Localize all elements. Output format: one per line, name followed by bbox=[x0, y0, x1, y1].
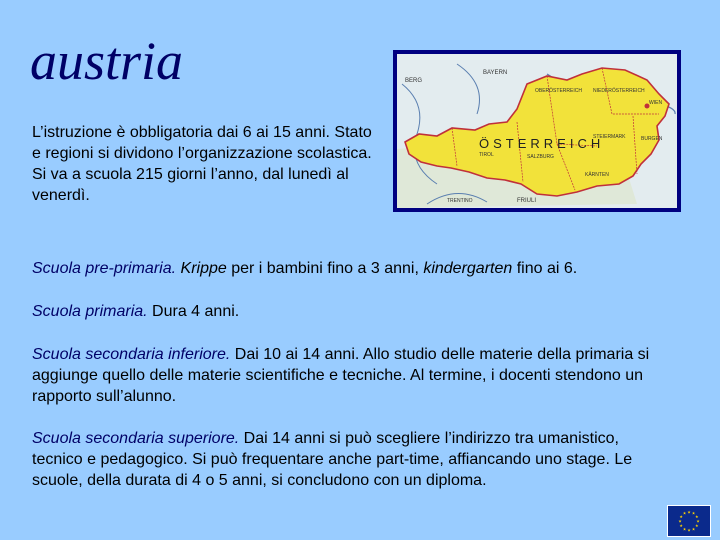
eu-flag-icon bbox=[667, 505, 711, 537]
map-label-trentino: TRENTINO bbox=[447, 198, 473, 204]
map-country-label: ÖSTERREICH bbox=[479, 136, 605, 151]
map-label-bayern: BAYERN bbox=[483, 70, 508, 76]
slide-title: austria bbox=[30, 31, 184, 91]
map-label-salzburg: SALZBURG bbox=[527, 154, 554, 160]
section-text: fino ai 6. bbox=[512, 260, 578, 277]
map-label-friuli: FRIULI bbox=[517, 198, 537, 204]
eu-star-icon: ★ bbox=[679, 514, 684, 519]
map-label-oberosterreich: OBERÖSTERREICH bbox=[535, 88, 582, 94]
map-label-steiermark: STEIERMARK bbox=[593, 134, 626, 140]
eu-star-icon: ★ bbox=[691, 526, 696, 532]
section-lead: Scuola secondaria superiore. bbox=[32, 430, 240, 447]
eu-star-icon: ★ bbox=[687, 527, 691, 533]
section-secondaria-inferiore bbox=[32, 344, 672, 407]
austria-map-svg bbox=[397, 54, 677, 208]
map-label-berg: BERG bbox=[405, 78, 423, 84]
eu-star-icon: ★ bbox=[694, 514, 699, 519]
section-lead: Scuola pre-primaria. bbox=[32, 260, 177, 277]
eu-star-icon: ★ bbox=[691, 510, 696, 516]
map-label-tirol: TIROL bbox=[479, 152, 494, 158]
section-text: Dura 4 anni. bbox=[147, 303, 240, 320]
map-label-niederosterreich: NIEDERÖSTERREICH bbox=[593, 88, 645, 94]
eu-star-icon: ★ bbox=[687, 509, 691, 515]
section-text-italic: Krippe bbox=[180, 260, 227, 277]
eu-star-icon: ★ bbox=[682, 526, 687, 532]
map-label-wien: WIEN bbox=[649, 100, 663, 106]
section-text: Dai 14 anni si può scegliere l’indirizzo tra umanistico, tecnico e pedagogico. Si può frequentare anche part-time, affiancando uno stage. Le scuole, della durata di 4 o 5 anni, si concludono con un diploma. bbox=[32, 430, 633, 489]
eu-star-icon: ★ bbox=[678, 518, 682, 524]
eu-star-icon: ★ bbox=[696, 518, 700, 524]
eu-star-icon: ★ bbox=[679, 523, 684, 528]
section-lead: Scuola secondaria inferiore. bbox=[32, 346, 231, 363]
section-primaria bbox=[32, 301, 672, 322]
section-text: per i bambini fino a 3 anni, bbox=[226, 260, 424, 277]
eu-star-icon: ★ bbox=[682, 510, 687, 516]
map-label-karnten: KÄRNTEN bbox=[585, 172, 609, 178]
section-text: Dai 10 ai 14 anni. Allo studio delle materie della primaria si aggiunge quello delle materie scientifiche e tecniche. Al termine, i docenti stendono un rapporto sull’alunno. bbox=[32, 346, 650, 405]
section-lead: Scuola primaria. bbox=[32, 303, 148, 320]
section-secondaria-superiore bbox=[32, 428, 672, 491]
intro-text: L’istruzione è obbligatoria dai 6 ai 15 anni. Stato e regioni si dividono l’organizzazione scolastica. Si va a scuola 215 giorni l’anno, dal lunedì al venerdì. bbox=[32, 124, 372, 204]
section-text-italic: kindergarten bbox=[423, 260, 513, 277]
austria-map bbox=[393, 50, 681, 212]
school-sections bbox=[32, 258, 672, 513]
eu-stars bbox=[668, 506, 710, 536]
eu-star-icon: ★ bbox=[694, 523, 699, 528]
section-preprimaria bbox=[32, 258, 672, 279]
map-label-burgen: BURGEN bbox=[641, 136, 663, 142]
